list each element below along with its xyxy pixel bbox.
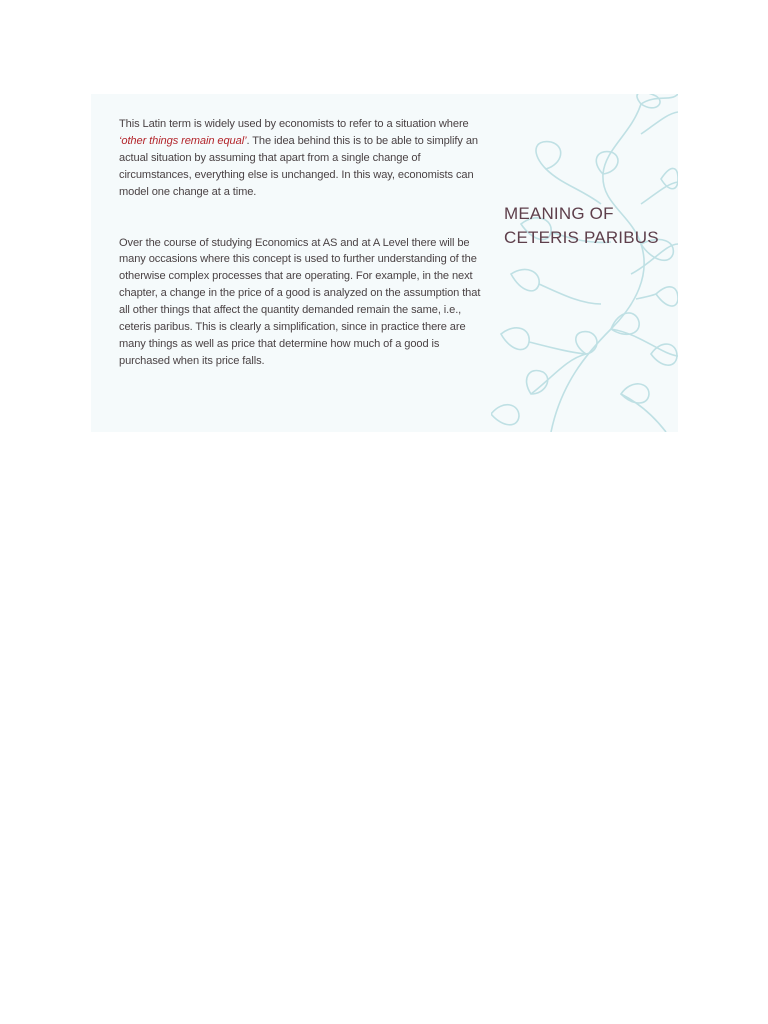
section-heading <box>504 202 659 250</box>
body-text <box>119 116 481 370</box>
heading-line-1: MEANING OF <box>504 204 614 223</box>
content-card <box>91 94 678 432</box>
paragraph-1-intro: This Latin term is widely used by economists to refer to a situation where <box>119 118 469 130</box>
paragraph-1-rest: . The idea behind this is to be able to simplify an actual situation by assuming that apart from a single change of circumstances, everything else is unchanged. In this way, economists can model one change at a time. <box>119 134 478 198</box>
heading-line-2: CETERIS PARIBUS <box>504 228 659 247</box>
paragraph-2: Over the course of studying Economics at AS and at A Level there will be many occasions where this concept is used to further understanding of the otherwise complex processes that are operating. For example, in the next chapter, a change in the price of a good is analyzed on the assumption that all other things that affect the quantity demanded remain the same, i.e., ceteris paribus. This is clearly a simplification, since in practice there are many things as well as price that determine how much of a good is purchased when its price falls. <box>119 236 481 367</box>
close-quote: ’ <box>244 134 247 147</box>
emphasis-text: other things remain equal <box>121 134 245 147</box>
emphasized-phrase <box>119 135 246 147</box>
paragraph-1 <box>119 116 481 201</box>
floral-decoration-icon <box>491 94 678 432</box>
open-quote: ‘ <box>119 134 122 147</box>
